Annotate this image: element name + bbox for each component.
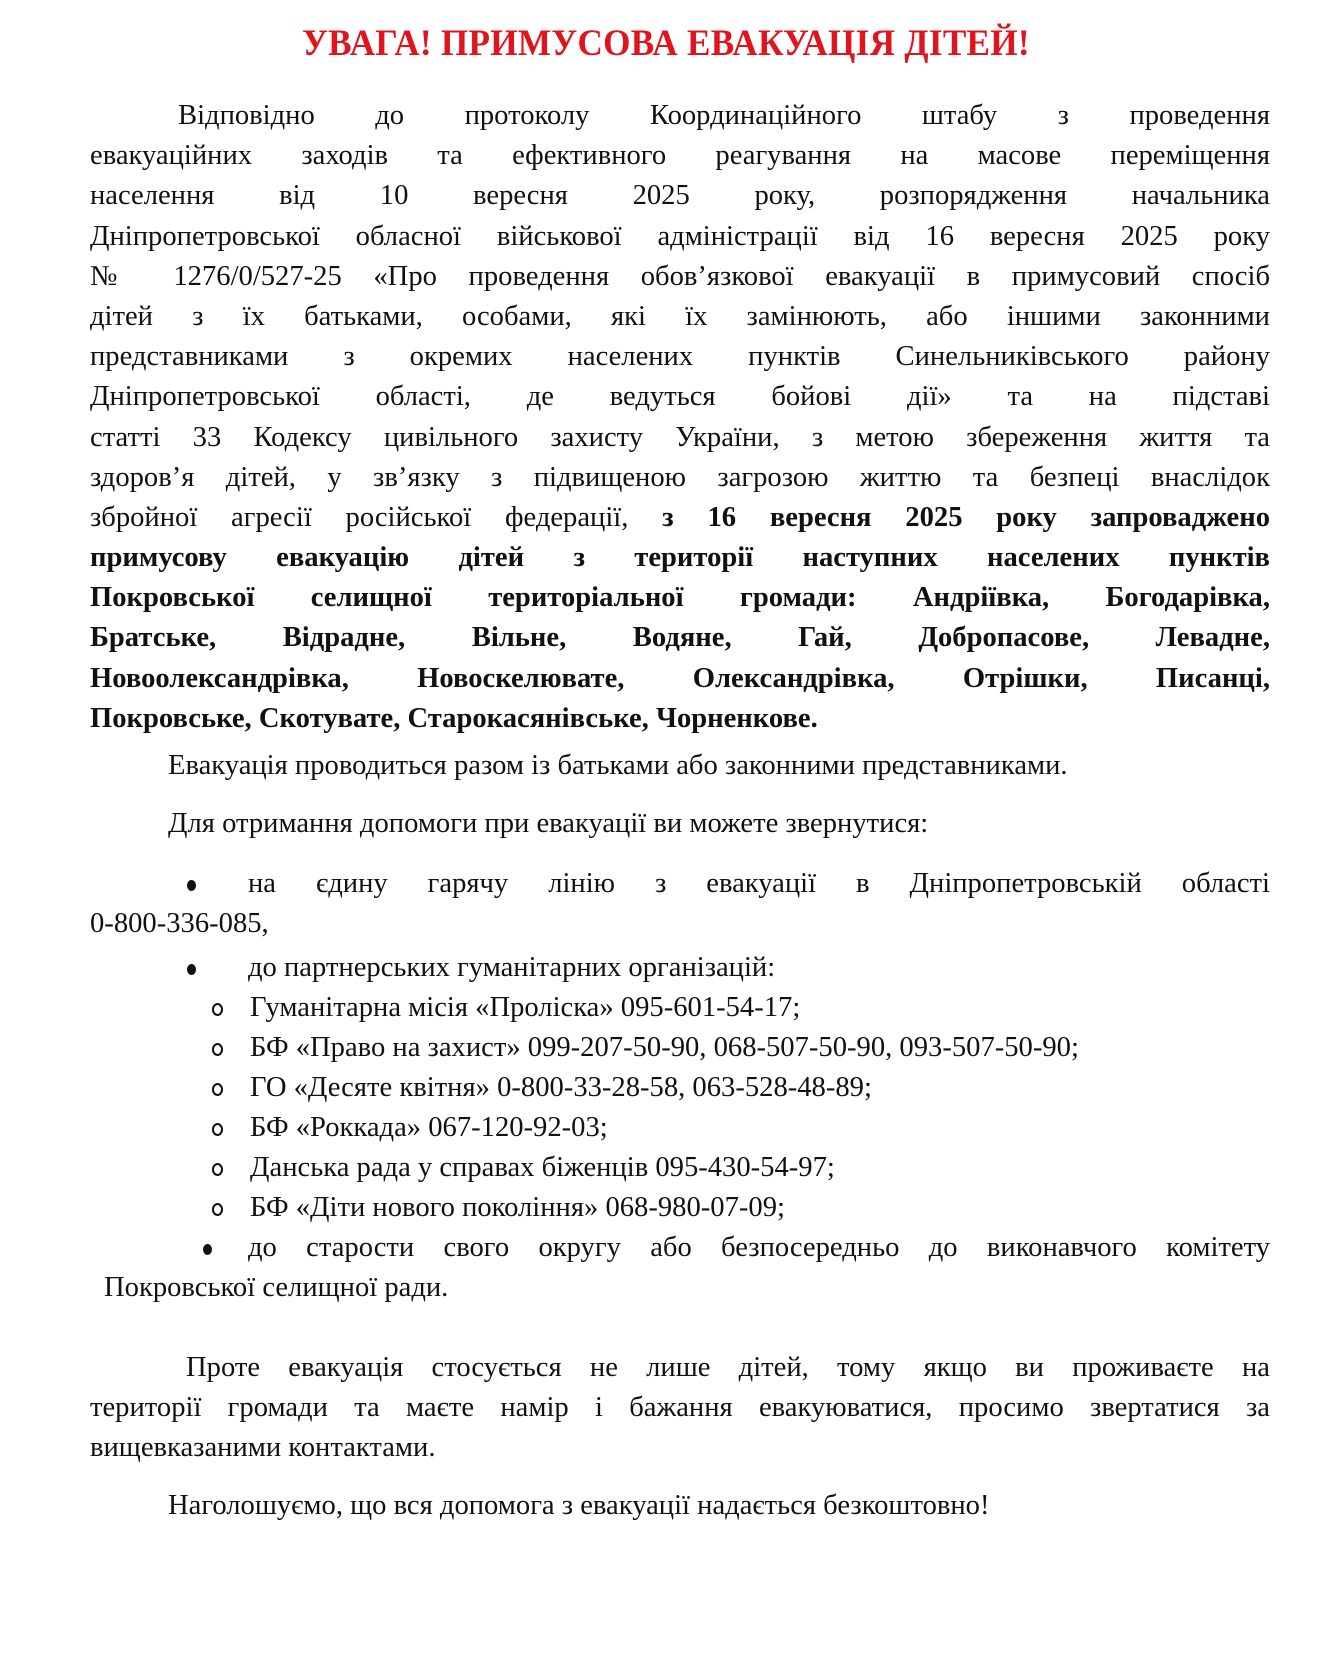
settlements-line: Братське, Відрадне, Вільне, Водяне, Гай, Добропасове, Левадне, <box>90 622 1270 654</box>
intro-line-bold: з 16 вересня 2025 року запроваджено <box>662 501 1271 533</box>
settlements-line: Покровської селищної територіальної громади: Андріївка, Богодарівка, <box>90 582 1270 614</box>
adults-note <box>90 1348 1270 1469</box>
partner-item <box>90 988 1270 1028</box>
settlements-line: Новоолександрівка, Новоскелювате, Олександрівка, Отрішки, Писанці, <box>90 662 1270 694</box>
partner-text: БФ «Діти нового покоління» 068-980-07-09; <box>250 1192 785 1223</box>
hotline-text: на єдину гарячу лінію з евакуації в Дніпропетровській області <box>248 868 1270 899</box>
elder-text: до старости свого округу або безпосередньо до виконавчого комітету <box>248 1232 1270 1263</box>
hotline-number: 0-800-336-085, <box>90 908 269 940</box>
settlements-line: примусову евакуацію дітей з території наступних населених пунктів <box>90 542 1270 574</box>
intro-line: Дніпропетровської області, де ведуться бойові дії» та на підставі <box>90 381 1270 413</box>
elder-text-cont: Покровської селищної ради. <box>104 1272 449 1304</box>
partner-text: ГО «Десяте квітня» 0-800-33-28-58, 063-528-48-89; <box>250 1072 872 1103</box>
intro-paragraph <box>90 96 1270 739</box>
partner-text: Данська рада у справах біженців 095-430-54-97; <box>250 1152 835 1183</box>
partner-item <box>90 1188 1270 1228</box>
partner-item <box>90 1068 1270 1108</box>
circle-bullet-icon <box>212 1123 223 1136</box>
intro-line: № 1276/0/527-25 «Про проведення обов’язкової евакуації в примусовий спосіб <box>90 260 1270 292</box>
intro-line: Відповідно до протоколу Координаційного штабу з проведення <box>178 100 1270 131</box>
circle-bullet-icon <box>212 1043 223 1056</box>
adults-note-line: території громади та маєте намір і бажання евакуюватися, просимо звертатися за <box>90 1392 1270 1424</box>
elder-item <box>90 1228 1270 1308</box>
intro-line: дітей з їх батьками, особами, які їх замінюють, або іншими законними <box>90 300 1270 332</box>
settlements-line: Покровське, Скотувате, Старокасянівське, Чорненкове. <box>90 702 818 734</box>
intro-line: евакуаційних заходів та ефективного реагування на масове переміщення <box>90 140 1270 172</box>
partner-item <box>90 1108 1270 1148</box>
partner-item <box>90 1148 1270 1188</box>
intro-line-regular: збройної агресії російської федерації, <box>90 501 663 533</box>
circle-bullet-icon <box>212 1083 223 1096</box>
intro-line: населення від 10 вересня 2025 року, розпорядження начальника <box>90 180 1270 212</box>
help-intro: Для отримання допомоги при евакуації ви можете звернутися: <box>168 808 929 839</box>
circle-bullet-icon <box>212 1203 223 1216</box>
intro-line: Дніпропетровської обласної військової адміністрації від 16 вересня 2025 року <box>90 220 1270 252</box>
circle-bullet-icon <box>212 1163 223 1176</box>
intro-line: статті 33 Кодексу цивільного захисту України, з метою збереження життя та <box>90 421 1270 453</box>
partner-text: БФ «Роккада» 067-120-92-03; <box>250 1112 608 1143</box>
partner-text: Гуманітарна місія «Проліска» 095-601-54-17; <box>250 992 801 1023</box>
page-title: УВАГА! ПРИМУСОВА ЕВАКУАЦІЯ ДІТЕЙ! <box>302 23 1030 64</box>
intro-line: здоров’я дітей, у зв’язку з підвищеною загрозою життю та безпеці внаслідок <box>90 461 1270 493</box>
hotline-item <box>90 864 1270 944</box>
bullet-icon <box>187 880 196 891</box>
intro-line: представниками з окремих населених пунктів Синельниківського району <box>90 341 1270 373</box>
free-help-note: Наголошуємо, що вся допомога з евакуації надається безкоштовно! <box>168 1490 990 1521</box>
adults-note-line: вищевказаними контактами. <box>90 1432 436 1464</box>
partner-item <box>90 1028 1270 1068</box>
partner-text: БФ «Право на захист» 099-207-50-90, 068-507-50-90, 093-507-50-90; <box>250 1032 1079 1063</box>
adults-note-line: Проте евакуація стосується не лише дітей, тому якщо ви проживаєте на <box>186 1352 1270 1383</box>
bullet-icon <box>203 1244 212 1255</box>
intro-line-mixed <box>90 498 1270 538</box>
bullet-icon <box>187 964 196 975</box>
evacuation-note: Евакуація проводиться разом із батьками або законними представниками. <box>168 750 1068 781</box>
circle-bullet-icon <box>212 1003 223 1016</box>
partners-label: до партнерських гуманітарних організацій: <box>248 952 776 983</box>
